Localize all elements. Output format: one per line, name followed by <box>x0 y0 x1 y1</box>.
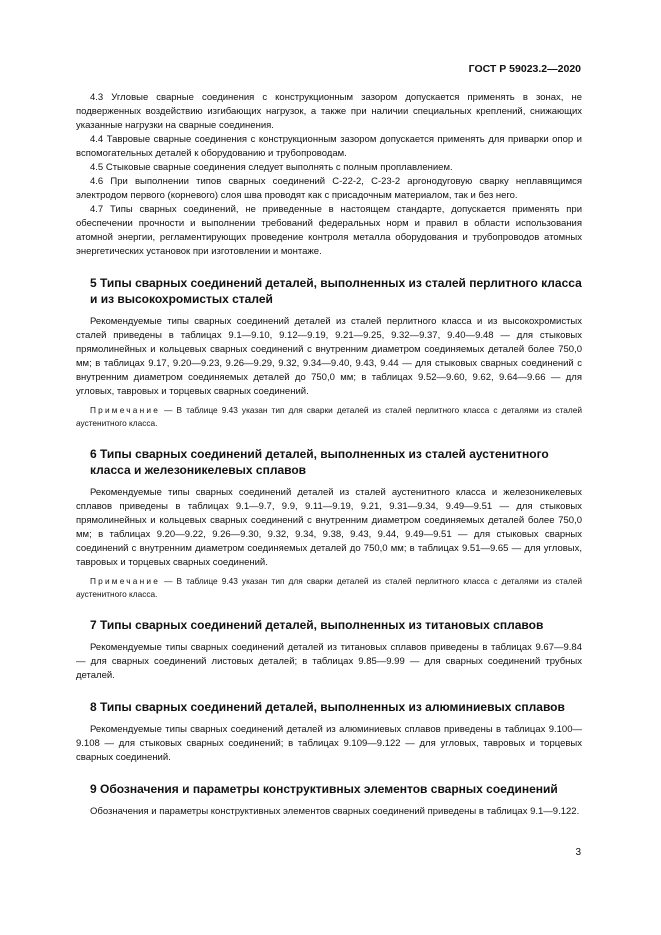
note-label: Примечание <box>90 576 161 586</box>
section-7-text: Рекомендуемые типы сварных соединений деталей из титановых сплавов приведены в таблицах 9.67—9.84 — для сварных соединений листовых деталей; в таблицах 9.85—9.99 — для сварных соединений трубных деталей. <box>76 642 582 681</box>
section-5-note <box>76 404 582 430</box>
clause-4-4: 4.4 Тавровые сварные соединения с конструкционным зазором допускается применять для приварки опор и вспомогательных деталей к оборудованию и трубопроводам. <box>76 134 582 159</box>
page-number: 3 <box>575 847 581 858</box>
note-text: — В таблице 9.43 указан тип для сварки деталей из сталей перлитного класса с деталями из сталей аустенитного класса. <box>76 576 582 599</box>
clause-4-5: 4.5 Стыковые сварные соединения следует выполнять с полным проплавлением. <box>90 162 453 173</box>
clause-4-3: 4.3 Угловые сварные соединения с конструкционным зазором допускается применять в зонах, не подверженных воздействию изгибающих нагрузок, а также при наличии специальных креплений, снижающих указанные нагрузки на сварные соединения. <box>76 92 582 131</box>
section-5-heading: 5 Типы сварных соединений деталей, выполненных из сталей перлитного класса и из высокохромистых сталей <box>90 276 582 306</box>
section-5-text: Рекомендуемые типы сварных соединений деталей из сталей перлитного класса и из высокохромистых сталей приведены в таблицах 9.1—9.10, 9.12—9.19, 9.21—9.25, 9.32—9.37, 9.40—9.48 — для стыковых прямолинейных и кольцевых сварных соединений с внутренним диаметром соединяемых деталей более 750,0 мм; в таблицах 9.17, 9.20—9.23, 9.26—9.29, 9.32, 9.34—9.40, 9.43, 9.44 — для стыковых сварных соединений с внутренним диаметром соединяемых деталей до 750,0 мм; в таблицах 9.52—9.60, 9.62, 9.64—9.66 — для угловых, тавровых и торцевых сварных соединений. <box>76 316 582 397</box>
note-text: — В таблице 9.43 указан тип для сварки деталей из сталей перлитного класса с деталями из сталей аустенитного класса. <box>76 405 582 428</box>
clause-4-7: 4.7 Типы сварных соединений, не приведенные в настоящем стандарте, допускается применять при обеспечении прочности и выполнении требований федеральных норм и правил в области использования атомной энергии, регламентирующих проведение контроля металла оборудования и трубопроводов атомных энергетических установок при изготовлении и монтаже. <box>76 204 582 257</box>
section-6-heading: 6 Типы сварных соединений деталей, выполненных из сталей аустенитного класса и железоникелевых сплавов <box>90 447 549 477</box>
section-8-text: Рекомендуемые типы сварных соединений деталей из алюминиевых сплавов приведены в таблицах 9.100—9.108 — для стыковых сварных соединений; в таблицах 9.109—9.122 — для угловых, тавровых и торцевых сварных соединений. <box>76 724 582 763</box>
section-9-text: Обозначения и параметры конструктивных элементов сварных соединений приведены в таблицах 9.1—9.122. <box>90 806 580 817</box>
page-content <box>76 91 582 819</box>
clause-4-6: 4.6 При выполнении типов сварных соединений С-22-2, С-23-2 аргонодуговую сварку неплавящимся электродом первого (корневого) слоя шва проводят как с присадочным материалом, так и без него. <box>76 176 582 201</box>
section-6-text: Рекомендуемые типы сварных соединений деталей из сталей аустенитного класса и железоникелевых сплавов приведены в таблицах 9.1—9.7, 9.9, 9.11—9.19, 9.21, 9.31—9.34, 9.49—9.51 — для стыковых прямолинейных и кольцевых сварных соединений с внутренним диаметром соединяемых деталей более 750,0 мм; в таблицах 9.20—9.22, 9.26—9.30, 9.32, 9.34, 9.38, 9.43, 9.44, 9.49—9.51 — для стыковых сварных соединений с внутренним диаметром соединяемых деталей до 750,0 мм; в таблицах 9.51—9.65 — для угловых, тавровых и торцевых сварных соединений. <box>76 487 582 568</box>
document-code: ГОСТ Р 59023.2—2020 <box>468 63 581 75</box>
section-9-heading: 9 Обозначения и параметры конструктивных элементов сварных соединений <box>90 782 558 796</box>
section-7-heading: 7 Типы сварных соединений деталей, выполненных из титановых сплавов <box>90 618 544 632</box>
section-6-note <box>76 575 582 601</box>
note-label: Примечание <box>90 405 161 415</box>
section-8-heading: 8 Типы сварных соединений деталей, выполненных из алюминиевых сплавов <box>90 700 565 714</box>
